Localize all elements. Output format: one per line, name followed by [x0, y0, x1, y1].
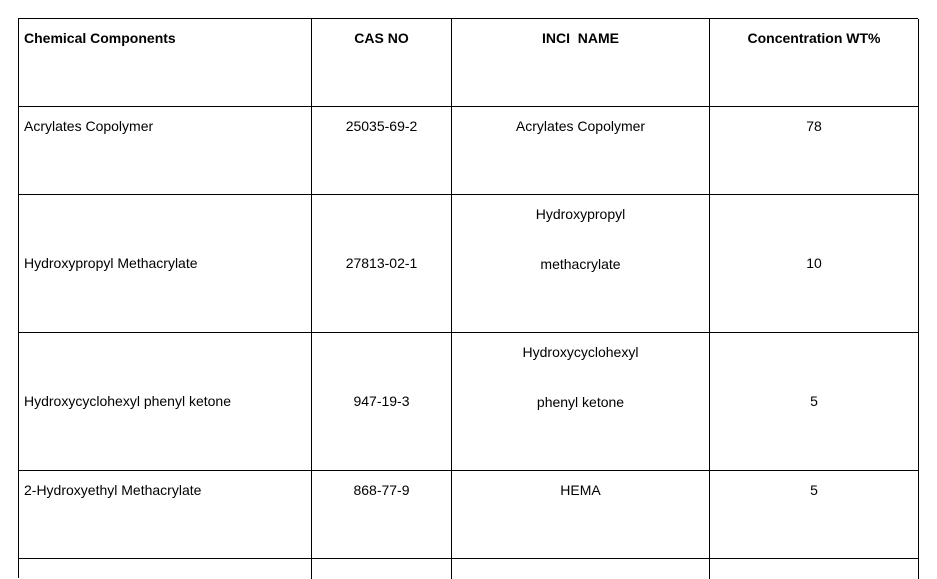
row-2-cas: 27813-02-1: [345, 255, 418, 271]
row-5-partial-cell: [19, 559, 312, 579]
row-2-component-cell: [19, 195, 312, 333]
row-3-inci-cell: [452, 333, 710, 471]
row-4-concentration: 5: [710, 471, 919, 559]
row-3-concentration-cell: [710, 333, 919, 471]
row-1-concentration: 78: [710, 107, 919, 195]
row-3-cas: 947-19-3: [353, 393, 410, 409]
row-2-inci-line-2: methacrylate: [540, 256, 621, 272]
row-3-concentration: 5: [810, 393, 818, 409]
row-1-inci: Acrylates Copolymer: [452, 107, 710, 195]
row-2-cas-cell: [312, 195, 452, 333]
row-1-component: Acrylates Copolymer: [19, 107, 312, 195]
row-2-concentration-cell: [710, 195, 919, 333]
row-2-concentration: 10: [806, 255, 822, 271]
row-5-partial-cell: [452, 559, 710, 579]
row-2-inci-line-1: Hydroxypropyl: [535, 206, 626, 222]
row-4-inci: HEMA: [452, 471, 710, 559]
row-3-inci-line-2: phenyl ketone: [536, 394, 625, 410]
row-2-component: Hydroxypropyl Methacrylate: [24, 255, 198, 271]
row-4-cas: 868-77-9: [312, 471, 452, 559]
header-chemical-components: Chemical Components: [19, 19, 312, 107]
row-3-component: Hydroxycyclohexyl phenyl ketone: [24, 393, 231, 409]
header-concentration: Concentration WT%: [710, 19, 919, 107]
row-3-cas-cell: [312, 333, 452, 471]
row-3-inci-line-1: Hydroxycyclohexyl: [522, 344, 639, 360]
row-4-component: 2-Hydroxyethyl Methacrylate: [19, 471, 312, 559]
row-1-cas: 25035-69-2: [312, 107, 452, 195]
row-5-partial-cell: [312, 559, 452, 579]
row-5-partial-cell: [710, 559, 919, 579]
chemical-components-table: [18, 18, 918, 578]
row-2-inci-cell: [452, 195, 710, 333]
header-inci-name: INCI NAME: [452, 19, 710, 107]
row-3-component-cell: [19, 333, 312, 471]
header-cas-no: CAS NO: [312, 19, 452, 107]
